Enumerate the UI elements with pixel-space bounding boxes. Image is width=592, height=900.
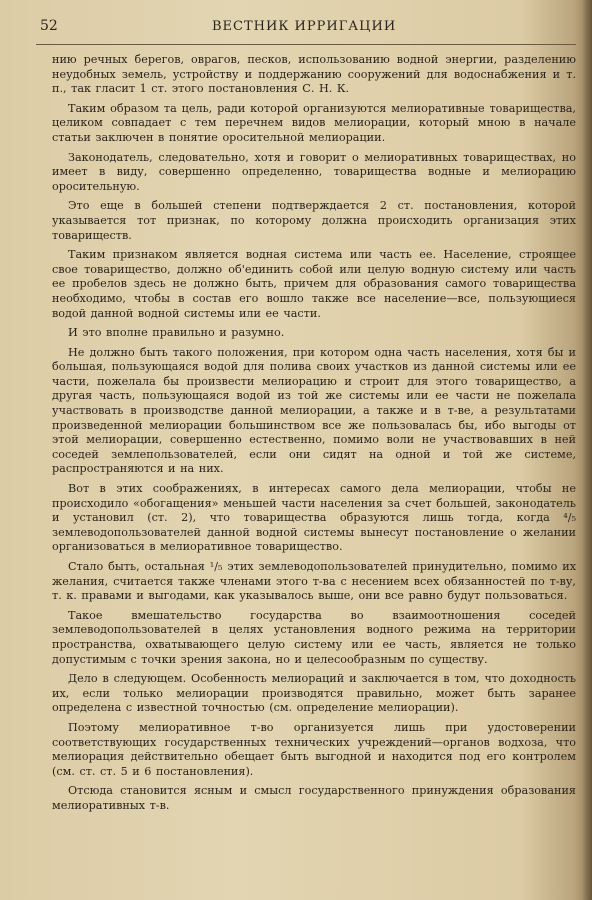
paragraph: нию речных берегов, оврагов, песков, использованию водной энергии, разделению неудобных земель, устройству и поддержанию сооружений для водоснабжения и т. п., так гласит 1 ст. этого постановления С. Н. К. (52, 53, 576, 96)
paragraph: Стало быть, остальная ¹/₅ этих землеводопользователей принудительно, помимо их желания, считается также членами этого т-ва с несением всех обязанностей по т-ву, т. к. правами и выгодами, как указывалось выше, они все равно будут пользоваться. (52, 560, 576, 603)
paragraph: Дело в следующем. Особенность мелиораций и заключается в том, что доходность их, если только мелиорации производятся правильно, может быть заранее определена с известной точностью (см. определение мелиорации). (52, 672, 576, 715)
paragraph: Не должно быть такого положения, при котором одна часть населения, хотя бы и большая, пользующаяся водой для полива своих участков из данной системы или ее части, пожелала бы произвести мелиорацию и строит для этого товарищество, а другая часть, пользующаяся водой из той же системы или ее части не пожелала участвовать в производстве данной мелиорации, а также и в т-ве, а результатами произведенной мелиорации большинством все же пользовалась бы, ибо выгоды от этой мелиорации, совершенно естественно, помимо воли не участвовавших в ней соседей землепользователей, если они сидят на одной и той же системе, распространяются и на них. (52, 345, 576, 476)
paragraph: Такое вмешательство государства во взаимоотношения соседей землеводопользователей в целях установления водного режима на территории пространства, охватывающего целую систему или ее часть, является не только допустимым с точки зрения закона, но и целесообразным по существу. (52, 608, 576, 666)
paragraph: Таким признаком является водная система или часть ее. Население, строящее свое товарищество, должно об'единить собой или целую водную систему или часть ее пробелов здесь не должно быть, причем для образования самого товарищества необходимо, чтобы в состав его вошло также все население—все, пользующиеся водой данной водной системы или ее части. (52, 248, 576, 320)
paragraph: Законодатель, следовательно, хотя и говорит о мелиоративных товариществах, но имеет в виду, совершенно определенно, товарищества водные и мелиорацию оросительную. (52, 150, 576, 193)
page-header (36, 18, 576, 45)
paragraph: Поэтому мелиоративное т-во организуется лишь при удостоверении соответствующих государственных технических учреждений—органов водхоза, что мелиорация действительно обещает быть выгодной и находится под его контролем (см. ст. ст. 5 и 6 постановления). (52, 720, 576, 778)
paragraph: Это еще в большей степени подтверждается 2 ст. постановления, которой указывается тот признак, по которому должна происходить организация этих товариществ. (52, 199, 576, 242)
binding-shadow (582, 0, 592, 900)
paragraph: И это вполне правильно и разумно. (68, 326, 285, 340)
paragraph: Таким образом та цель, ради которой организуются мелиоративные товарищества, целиком совпадает с тем перечнем видов мелиорации, который мною в начале статьи заключен в понятие оросительной мелиорации. (52, 101, 576, 144)
journal-title: ВЕСТНИК ИРРИГАЦИИ (212, 19, 397, 34)
paragraph: Вот в этих соображениях, в интересах самого дела мелиорации, чтобы не происходило «обогащения» меньшей части населения за счет большей, законодатель и установил (ст. 2), что товарищества образуются лишь тогда, когда ⁴/₅ землеводопользователей данной водной системы вынесут постановление о желании организоваться в мелиоративное товарищество. (52, 482, 576, 554)
page-number: 52 (40, 18, 58, 34)
article-body (52, 53, 576, 814)
paragraph: Отсюда становится ясным и смысл государственного принуждения образования мелиоративных т-в. (52, 784, 576, 812)
